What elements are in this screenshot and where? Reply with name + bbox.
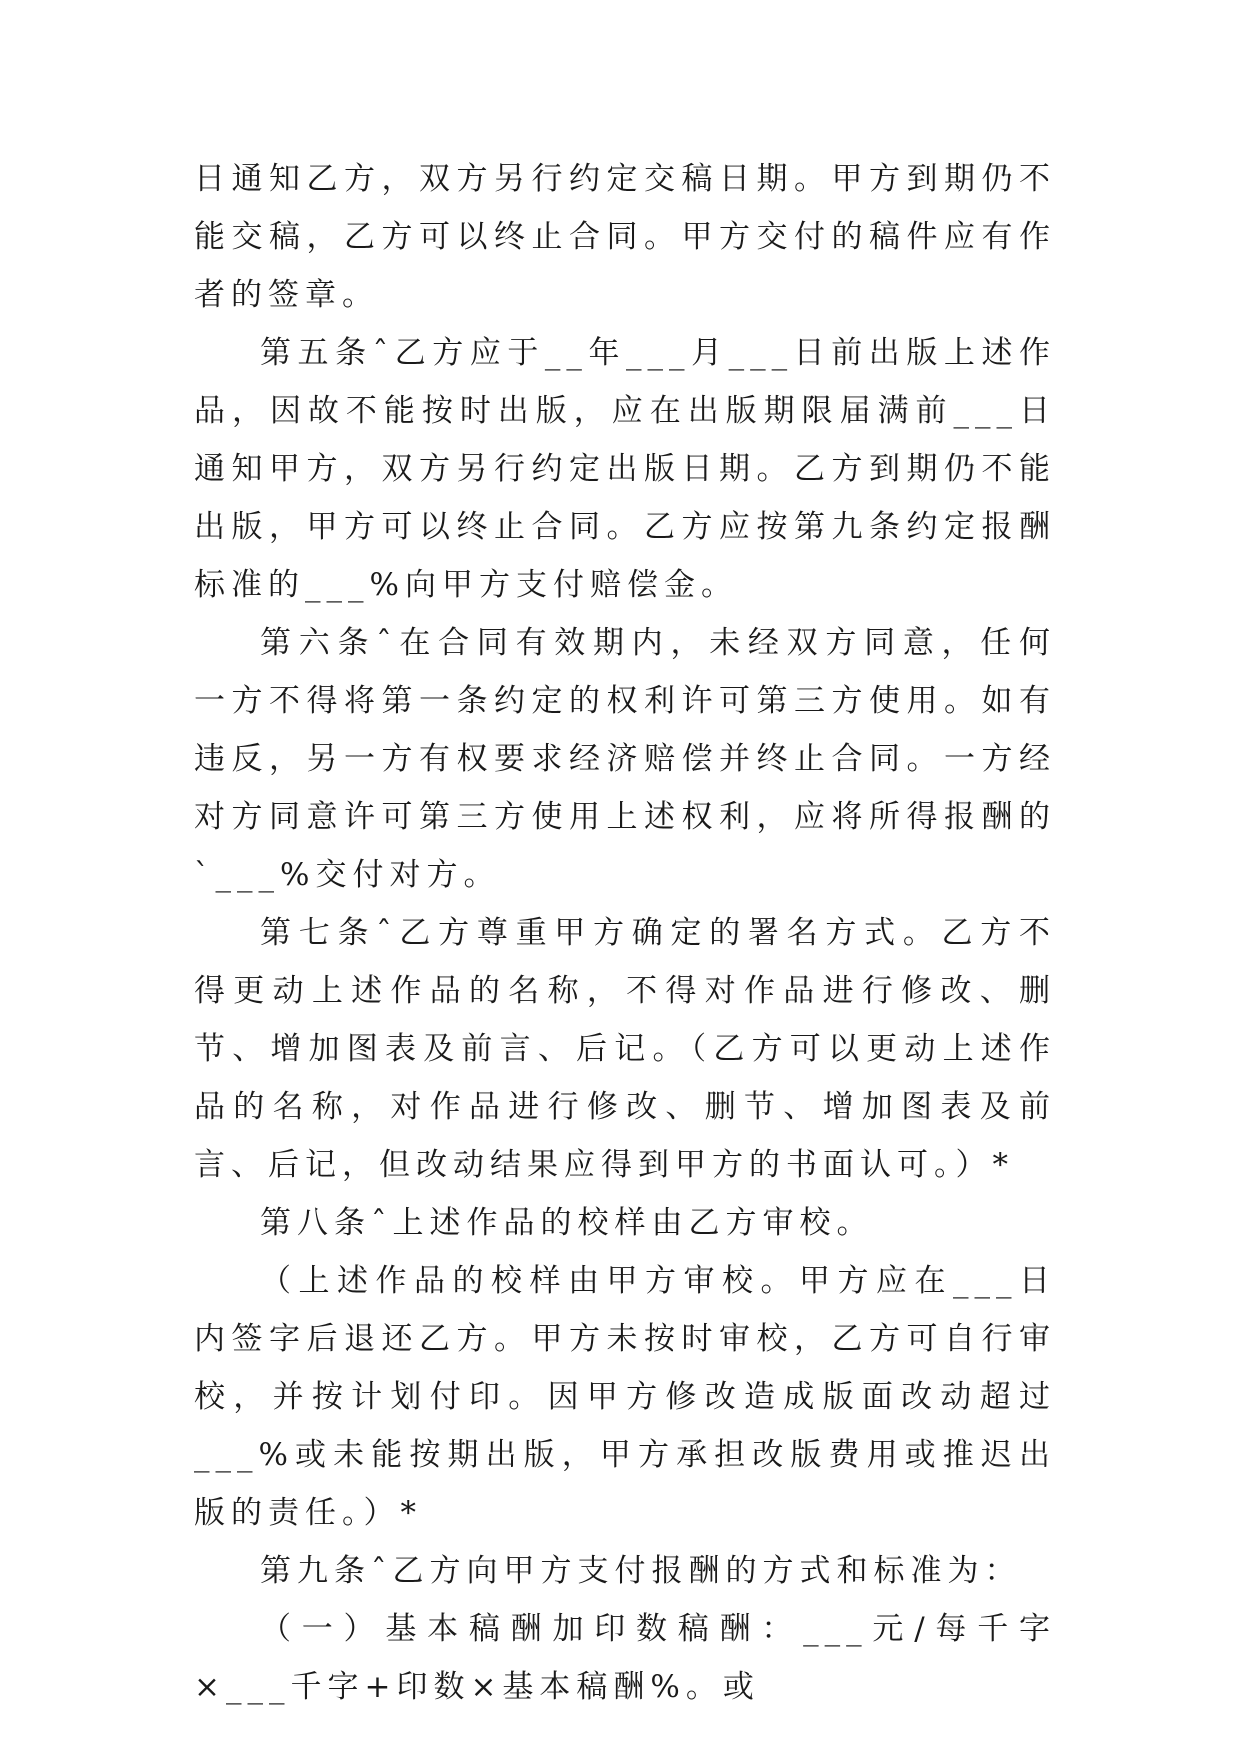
paragraph-article-6: 第六条ˆ在合同有效期内，未经双方同意，任何一方不得将第一条约定的权利许可第三方使用。如有违反，另一方有权要求经济赔偿并终止合同。一方经对方同意许可第三方使用上述权利，应将所得报酬的`___%交付对方。 [194, 625, 1056, 893]
paragraph-article-8: 第八条ˆ上述作品的校样由乙方审校。 [260, 1205, 874, 1241]
paragraph-article-5: 第五条ˆ乙方应于__年___月___日前出版上述作品，因故不能按时出版，应在出版期限届满前___日通知甲方，双方另行约定出版日期。乙方到期仍不能出版，甲方可以终止合同。乙方应按第九条约定报酬标准的___%向甲方支付赔偿金。 [194, 335, 1056, 603]
paragraph-article-8-alternative: （上述作品的校样由甲方审校。甲方应在___日内签字后退还乙方。甲方未按时审校，乙方可自行审校，并按计划付印。因甲方修改造成版面改动超过___%或未能按期出版，甲方承担改版费用或推迟出版的责任。）* [194, 1263, 1056, 1531]
paragraph-article-9: 第九条ˆ乙方向甲方支付报酬的方式和标准为： [260, 1553, 1022, 1589]
document-body [194, 150, 1056, 1716]
paragraph-article-7: 第七条ˆ乙方尊重甲方确定的署名方式。乙方不得更动上述作品的名称，不得对作品进行修改、删节、增加图表及前言、后记。（乙方可以更动上述作品的名称，对作品进行修改、删节、增加图表及前言、后记，但改动结果应得到甲方的书面认可。）* [194, 915, 1056, 1183]
paragraph-continuation: 日通知乙方，双方另行约定交稿日期。甲方到期仍不能交稿，乙方可以终止合同。甲方交付的稿件应有作者的签章。 [194, 161, 1056, 313]
paragraph-article-9-item-1: （一）基本稿酬加印数稿酬：___元/每千字×___千字+印数×基本稿酬%。或 [194, 1611, 1056, 1705]
